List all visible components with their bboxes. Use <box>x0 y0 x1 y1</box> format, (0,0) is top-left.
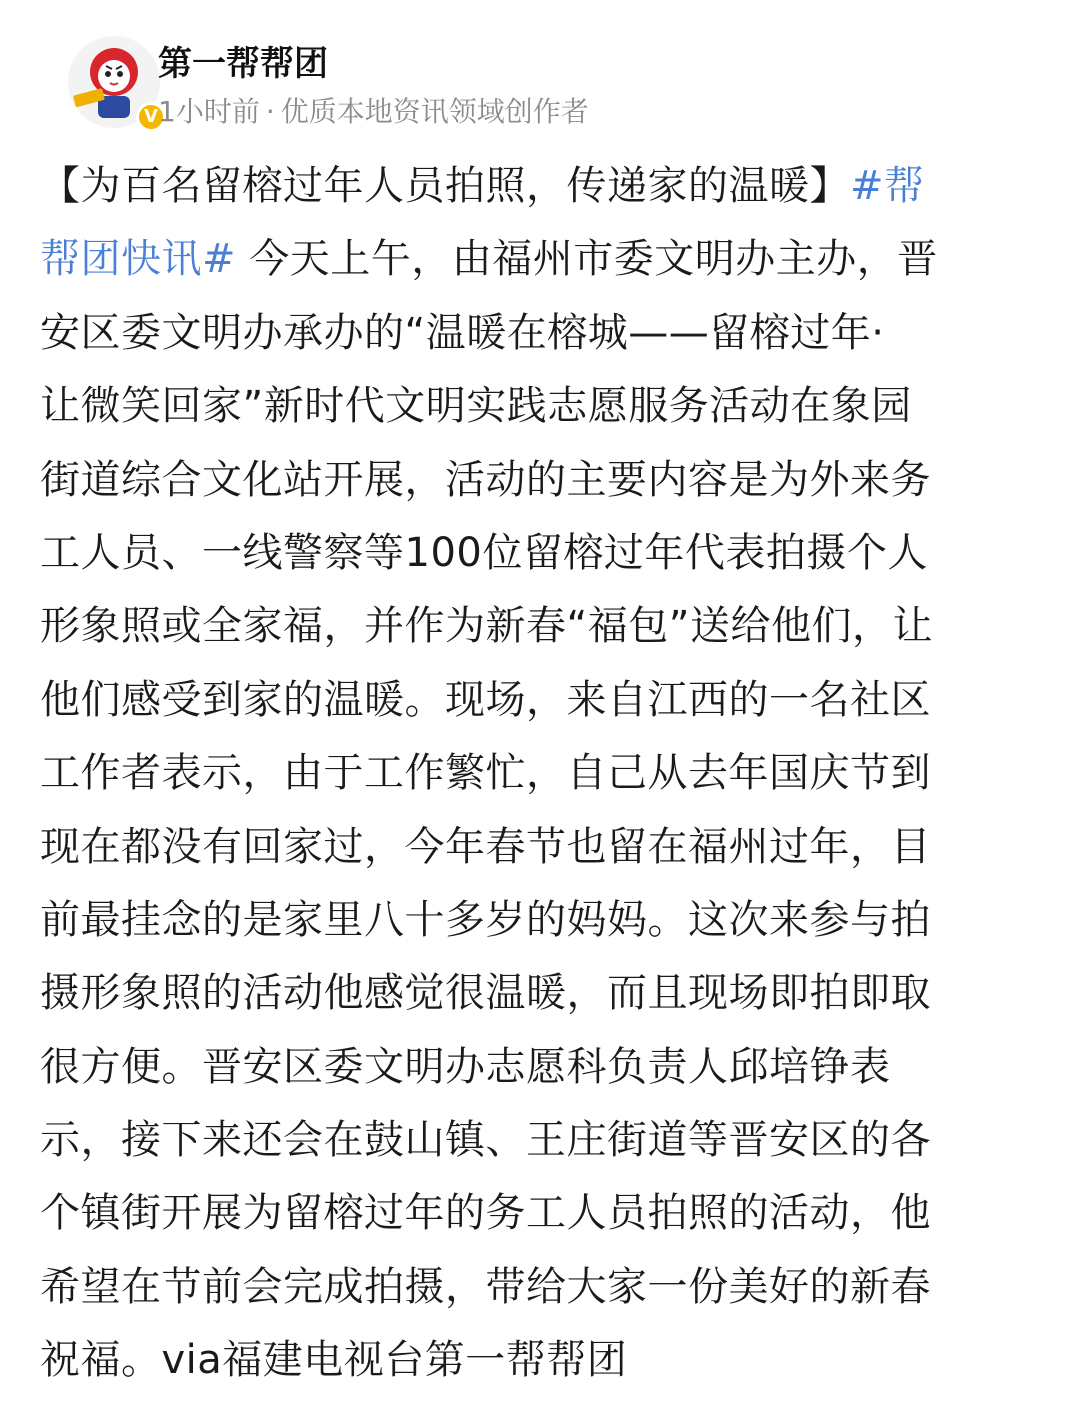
post-line: 摄形象照的活动他感觉很温暖，而且现场即拍即取 <box>40 970 931 1017</box>
hashtag-link[interactable]: 帮团快讯# <box>40 236 237 283</box>
post-line: 现在都没有回家过，今年春节也留在福州过年，目 <box>40 823 931 870</box>
post-text: 今天上午，由福州市委文明办主办，晋 <box>236 236 938 283</box>
post-time: 1小时前 <box>158 95 260 128</box>
post-meta <box>158 90 589 130</box>
meta-separator: · <box>265 95 275 128</box>
post-line <box>40 223 1040 296</box>
post-line: 安区委文明办承办的“温暖在榕城——留榕过年· <box>40 309 885 356</box>
post-header <box>40 28 1040 138</box>
post-line: 让微笑回家”新时代文明实践志愿服务活动在象园 <box>40 383 912 430</box>
post-line: 形象照或全家福，并作为新春“福包”送给他们，让 <box>40 603 933 650</box>
post-line: 前最挂念的是家里八十多岁的妈妈。这次来参与拍 <box>40 896 931 943</box>
post-body <box>40 150 1040 1398</box>
post-line: 示，接下来还会在鼓山镇、王庄街道等晋安区的各 <box>40 1117 931 1164</box>
post-line: 很方便。晋安区委文明办志愿科负责人邱培铮表 <box>40 1043 891 1090</box>
post-headline: 【为百名留榕过年人员拍照，传递家的温暖】 <box>40 163 850 209</box>
post-line <box>40 150 1040 223</box>
post-line: 工人员、一线警察等100位留榕过年代表拍摄个人 <box>40 529 928 576</box>
post-line: 工作者表示，由于工作繁忙，自己从去年国庆节到 <box>40 750 931 797</box>
verified-badge-icon: V <box>136 102 166 132</box>
post-line: 希望在节前会完成拍摄，带给大家一份美好的新春 <box>40 1263 931 1310</box>
post-line: 他们感受到家的温暖。现场，来自江西的一名社区 <box>40 676 931 723</box>
post-line: 街道综合文化站开展，活动的主要内容是为外来务 <box>40 456 931 503</box>
author-name[interactable]: 第一帮帮团 <box>158 44 328 84</box>
hashtag-link[interactable]: #帮 <box>850 163 925 209</box>
post-line: 个镇街开展为留榕过年的务工人员拍照的活动，他 <box>40 1190 931 1237</box>
post-line: 祝福。via福建电视台第一帮帮团 <box>40 1337 628 1384</box>
author-title: 优质本地资讯领域创作者 <box>280 95 589 128</box>
